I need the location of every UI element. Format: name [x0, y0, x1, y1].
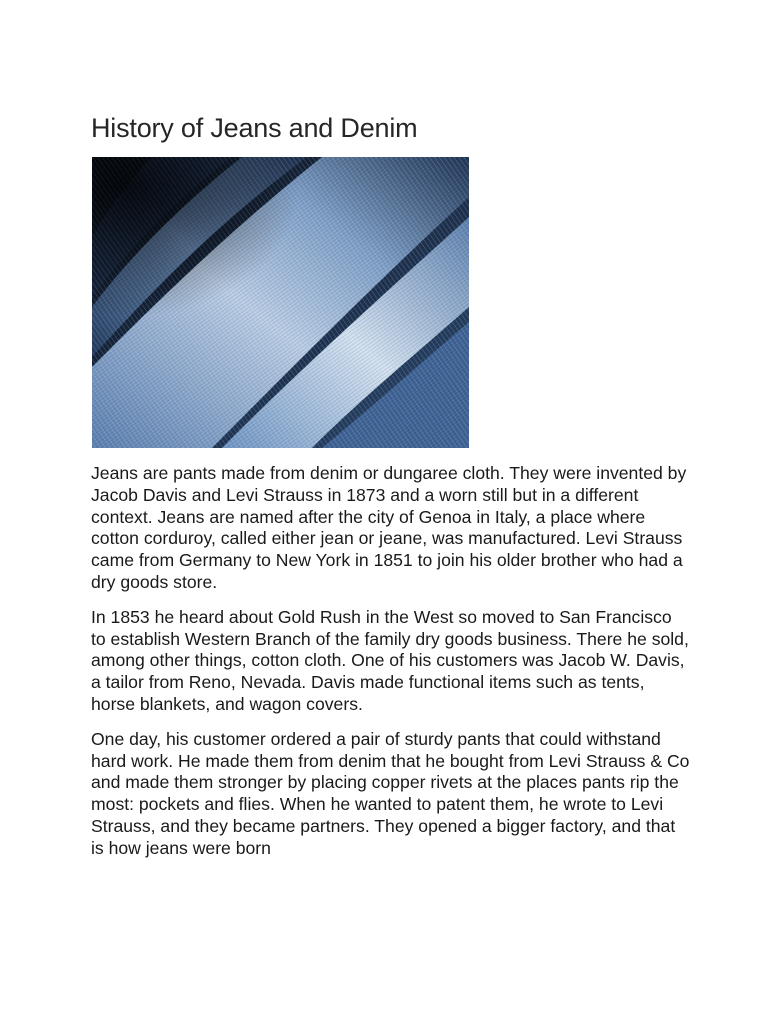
- denim-fabric-photo: [92, 157, 469, 448]
- paragraph: One day, his customer ordered a pair of sturdy pants that could withstand hard work. He made them from denim that he bought from Levi Strauss & Co and made them stronger by placing copper rivets at the places pants rip the most: pockets and flies. When he wanted to patent them, he wrote to Levi Strauss, and they became partners. They opened a bigger factory, and that is how jeans were born: [91, 728, 690, 858]
- page-title: History of Jeans and Denim: [91, 113, 418, 143]
- paragraph: In 1853 he heard about Gold Rush in the West so moved to San Francisco to establish Western Branch of the family dry goods business. There he sold, among other things, cotton cloth. One of his customers was Jacob W. Davis, a tailor from Reno, Nevada. Davis made functional items such as tents, horse blankets, and wagon covers.: [91, 606, 689, 714]
- denim-image: [92, 157, 469, 448]
- paragraph: Jeans are pants made from denim or dungaree cloth. They were invented by Jacob Davis and Levi Strauss in 1873 and a worn still but in a different context. Jeans are named after the city of Genoa in Italy, a place where cotton corduroy, called either jean or jeane, was manufactured. Levi Strauss came from Germany to New York in 1851 to join his older brother who had a dry goods store.: [91, 463, 687, 592]
- article-body: [91, 463, 691, 873]
